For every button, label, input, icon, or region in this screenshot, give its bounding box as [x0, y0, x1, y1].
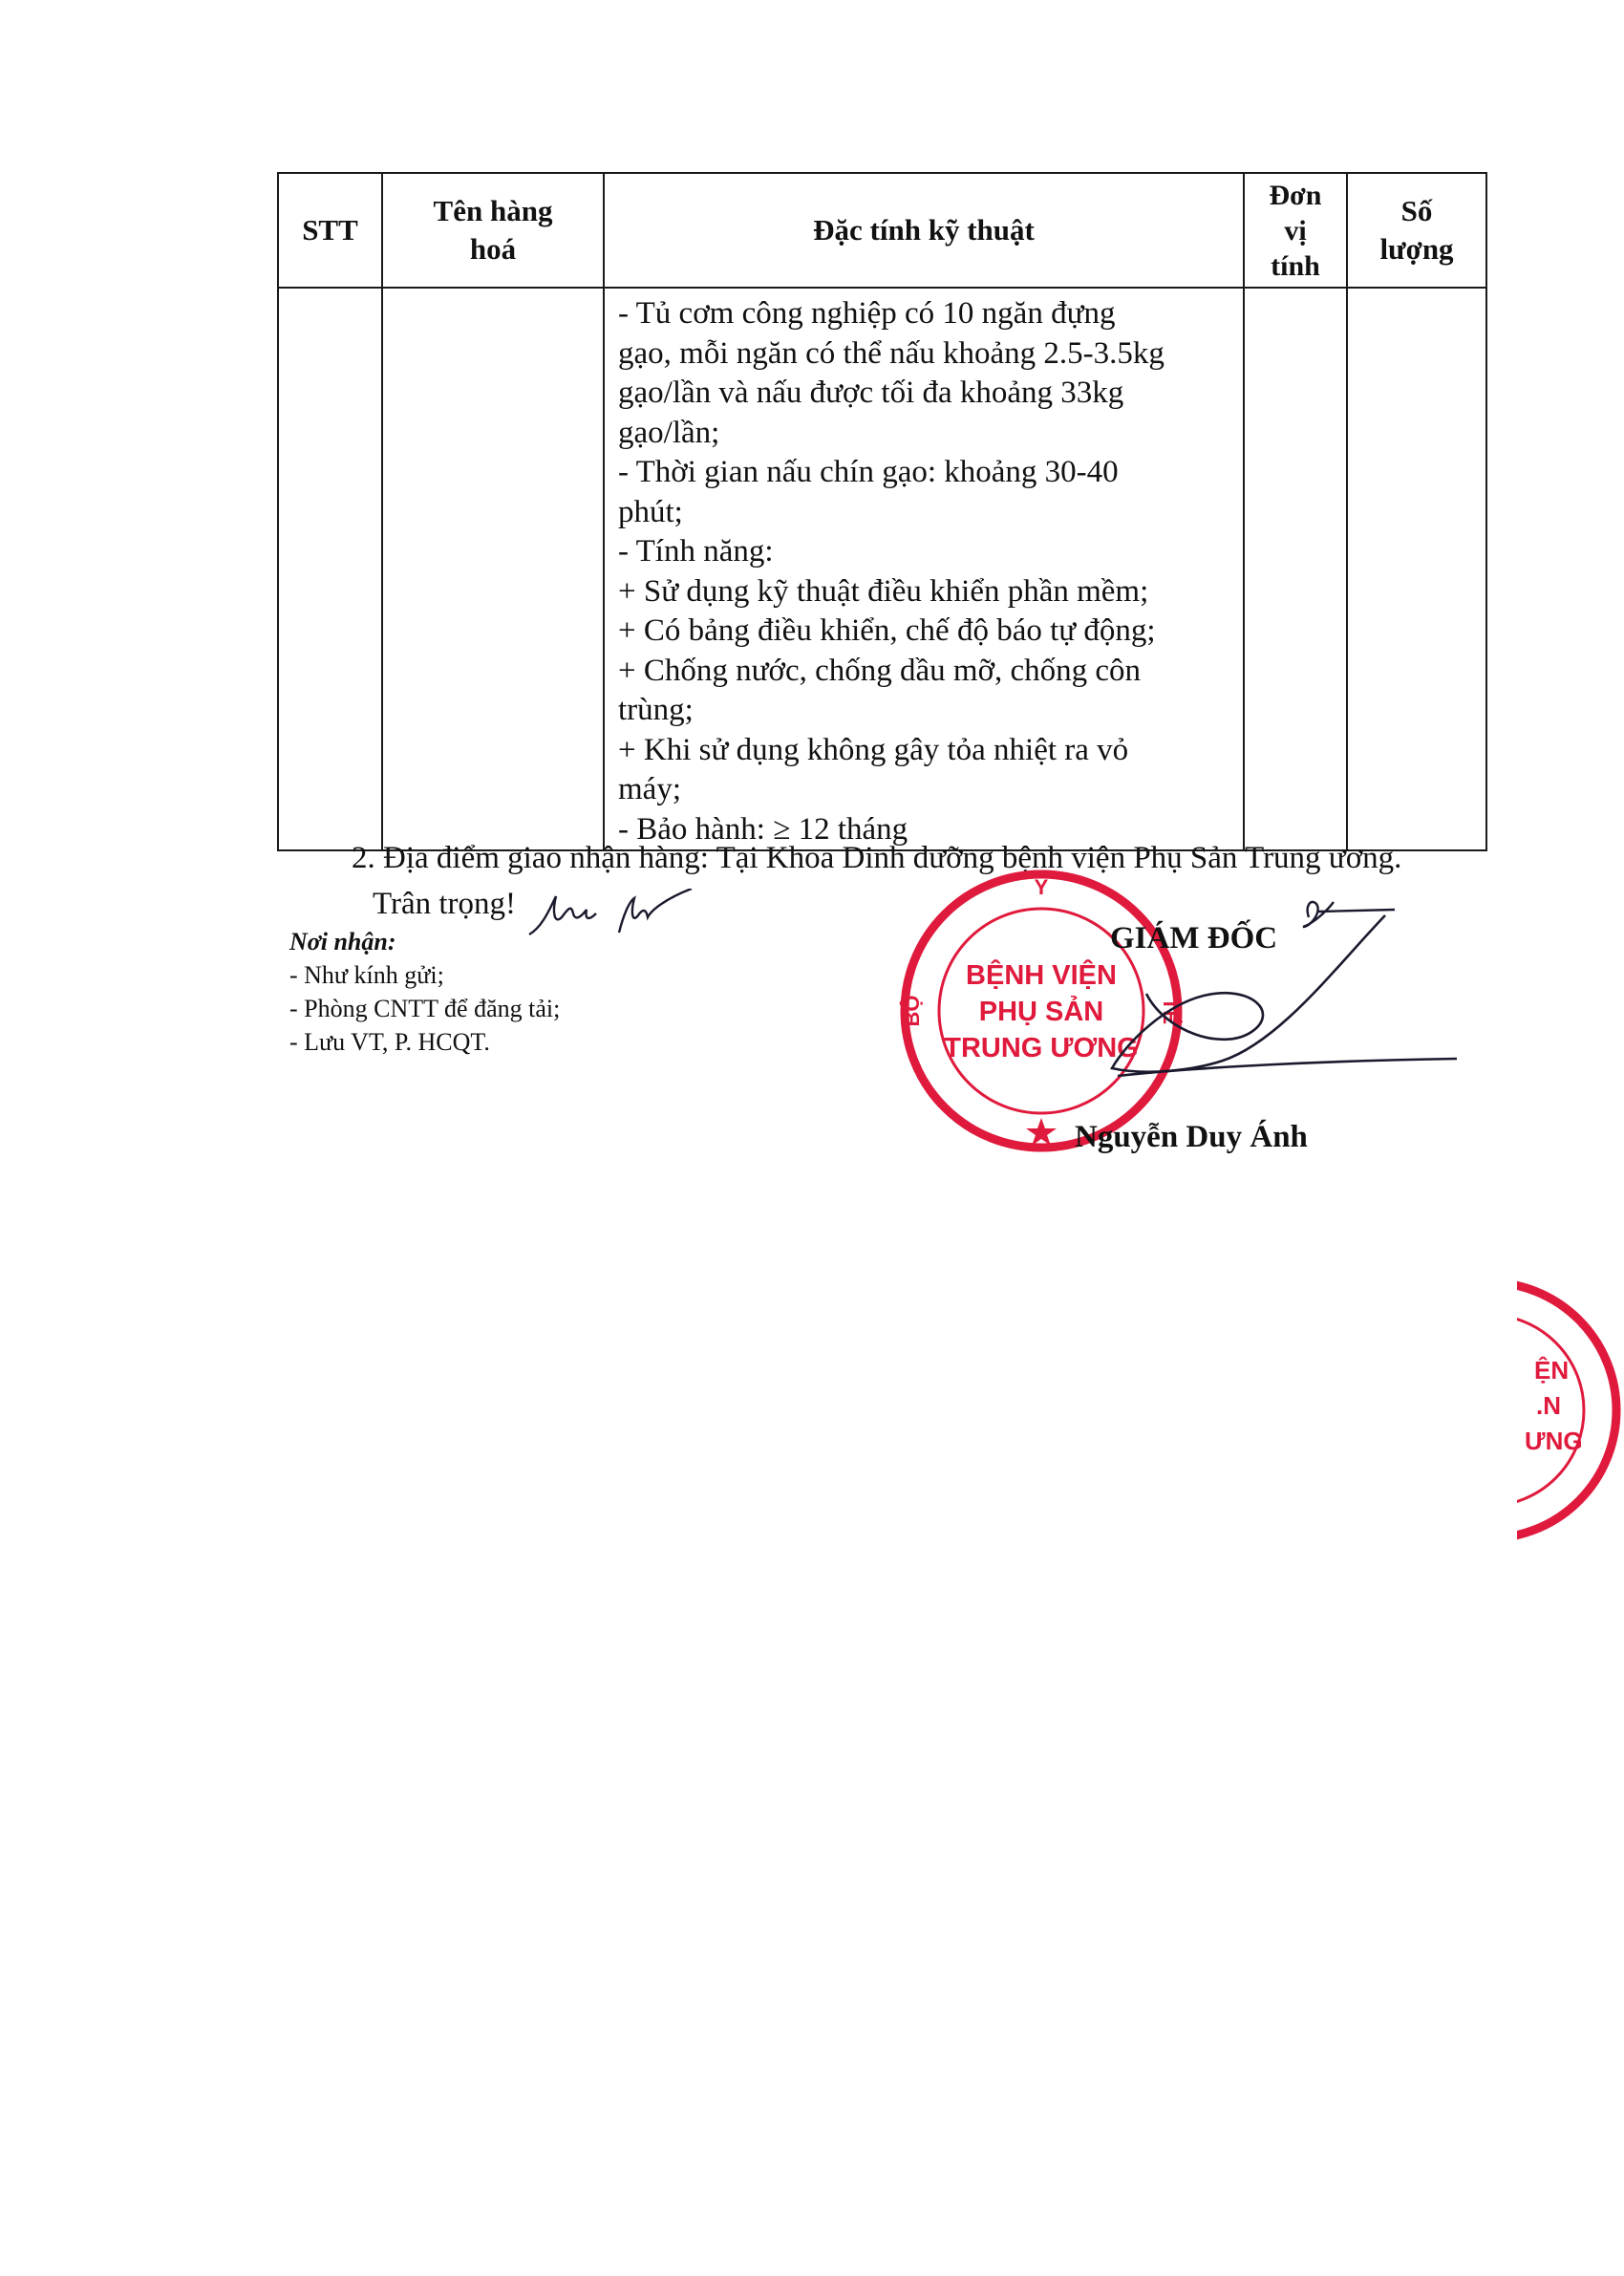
spec-line: + Sử dụng kỹ thuật điều khiển phần mềm;	[618, 573, 1149, 609]
spec-line: + Có bảng điều khiển, chế độ báo tự động;	[618, 613, 1156, 648]
table-header-row	[278, 173, 1486, 288]
spec-line: gạo/lần và nấu được tối đa khoảng 33kg	[618, 376, 1124, 410]
header-quantity: Số lượng	[1347, 173, 1486, 288]
cell-unit	[1244, 288, 1347, 850]
spec-line: + Khi sử dụng không gây tỏa nhiệt ra vỏ	[618, 732, 1129, 767]
spec-line: - Thời gian nấu chín gạo: khoảng 30-40	[618, 455, 1119, 489]
header-item-name: Tên hàng hoá	[382, 173, 604, 288]
recipient-item: - Phòng CNTT để đăng tải;	[289, 995, 561, 1022]
seal-line: BỆNH VIỆN	[966, 960, 1117, 991]
cell-quantity	[1347, 288, 1486, 850]
cell-stt	[278, 288, 382, 850]
spec-line: gạo/lần;	[618, 415, 720, 450]
spec-line: phút;	[618, 494, 683, 529]
recipient-item: - Như kính gửi;	[289, 961, 444, 989]
director-signature	[1089, 889, 1462, 1108]
delivery-location: 2. Địa điểm giao nhận hàng: Tại Khoa Dinh dưỡng bệnh viện Phụ Sản Trung ương.	[352, 841, 1402, 875]
seal-edge-fragment	[1517, 1276, 1624, 1545]
closing-regards: Trân trọng!	[373, 887, 517, 921]
recipients-block	[289, 925, 560, 1059]
spec-line: - Tủ cơm công nghiệp có 10 ngăn đựng	[618, 296, 1116, 331]
header-stt: STT	[278, 173, 382, 288]
recipients-heading: Nơi nhận:	[289, 928, 396, 955]
cell-spec	[604, 288, 1244, 850]
director-title: GIÁM ĐỐC	[1110, 921, 1278, 955]
seal-ring-text: BỘ	[900, 995, 924, 1027]
header-unit: Đơn vị tính	[1244, 173, 1347, 288]
seal-line: PHỤ SẢN	[978, 997, 1104, 1027]
seal-edge-image	[1517, 1276, 1624, 1545]
spec-table	[277, 172, 1487, 851]
seal-edge-line: ƯNG	[1525, 1427, 1583, 1455]
seal-edge-line: ỆN	[1534, 1356, 1570, 1385]
recipient-item: - Lưu VT, P. HCQT.	[289, 1028, 490, 1056]
spec-line: + Chống nước, chống dầu mỡ, chống côn	[618, 653, 1142, 688]
seal-ring-text: Y	[1034, 875, 1049, 899]
seal-line: TRUNG ƯƠNG	[944, 1033, 1139, 1063]
seal-ring-text: TẾ	[1159, 997, 1183, 1025]
spec-line: - Tính năng:	[618, 534, 774, 569]
spec-line: gạo, mỗi ngăn có thể nấu khoảng 2.5-3.5kg	[618, 335, 1165, 371]
spec-line: - Bảo hành: ≥ 12 tháng	[618, 811, 908, 847]
spec-line: máy;	[618, 772, 681, 806]
seal-edge-line: .N	[1536, 1391, 1561, 1420]
spec-line: trùng;	[618, 693, 694, 727]
director-name: Nguyễn Duy Ánh	[1075, 1120, 1308, 1154]
cell-item-name	[382, 288, 604, 850]
header-spec: Đặc tính kỹ thuật	[604, 173, 1244, 288]
seal-star-icon	[1026, 1118, 1057, 1146]
table-row	[278, 288, 1486, 850]
